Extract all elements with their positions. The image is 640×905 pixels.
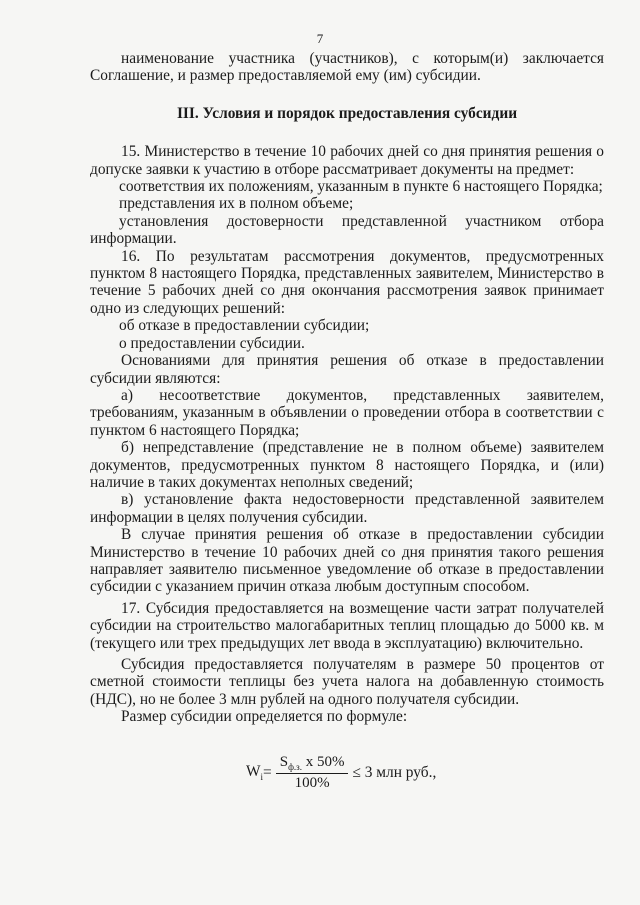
paragraph-17-amount: Субсидия предоставляется получателям в размере 50 процентов от сметной стоимости теплицы без учета налога на добавленную стоимость (НДС), но не более 3 млн рублей на одного получателя субсидии. (90, 656, 604, 708)
paragraph-15-item-a: соответствия их положениям, указанным в пункте 6 настоящего Порядка; (119, 178, 603, 196)
paragraph-16-ground-c: в) установление факта недостоверности представленной заявителем информации в целях получения субсидии. (90, 491, 604, 526)
paragraph-16-option-b: о предоставлении субсидии. (119, 334, 305, 352)
paragraph-17-formula-intro: Размер субсидии определяется по формуле: (121, 708, 408, 726)
paragraph-15-item-b: представления их в полном объеме; (119, 195, 354, 213)
paragraph-16-option-a: об отказе в предоставлении субсидии; (119, 317, 370, 335)
paragraph-17: 17. Субсидия предоставляется на возмещение части затрат получателей субсидии на строительство малогабаритных теплиц площадью до 5000 кв. м (текущего или трех предыдущих лет ввода в эксплуатацию) включительно. (90, 599, 604, 652)
formula-fraction (276, 754, 349, 792)
formula-rhs: ≤ 3 млн руб., (352, 764, 437, 781)
formula-lhs: $W_i$ (246, 763, 264, 783)
section-heading: III. Условия и порядок предоставления субсидии (176, 104, 518, 122)
paragraph-16-ground-a: а) несоответствие документов, представленных заявителем, требованиям, указанным в объявлении о проведении отбора в соответствии с пунктом 6 настоящего Порядка; (90, 386, 604, 439)
paragraph-16-ground-b: б) непредставление (представление не в полном объеме) заявителем документов, предусмотренных пунктом 8 настоящего Порядка, и (или) наличие в таких документах неполных сведений; (90, 439, 604, 491)
paragraph-15: 15. Министерство в течение 10 рабочих дней со дня принятия решения о допуске заявки к участию в отборе рассматривает документы на предмет: (90, 143, 604, 178)
document-body (90, 50, 604, 726)
formula-numerator: $S_{ф.з.}$ x 50% (276, 754, 349, 774)
page-number: 7 (316, 31, 324, 46)
paragraph-15-item-c: установления достоверности представленной участником отбора информации. (90, 212, 604, 248)
formula-denominator: 100% (294, 775, 330, 791)
formula-equals: = (263, 764, 272, 781)
intro-paragraph: наименование участника (участников), с которым(и) заключается Соглашение, и размер предоставляемой ему (им) субсидии. (90, 50, 604, 85)
subsidy-formula (246, 754, 436, 792)
paragraph-16-refusal: В случае принятия решения об отказе в предоставлении субсидии Министерство в течение 10 рабочих дней со дня принятия такого решения направляет заявителю письменное уведомление об отказе в предоставлении субсидии с указанием причин отказа любым доступным способом. (90, 526, 604, 596)
paragraph-16-grounds: Основаниями для принятия решения об отказе в предоставлении субсидии являются: (90, 352, 604, 387)
paragraph-16: 16. По результатам рассмотрения документов, предусмотренных пунктом 8 настоящего Порядка, представленных заявителем, Министерство в течение 5 рабочих дней со дня окончания рассмотрения заявок принимает одно из следующих решений: (90, 247, 604, 317)
